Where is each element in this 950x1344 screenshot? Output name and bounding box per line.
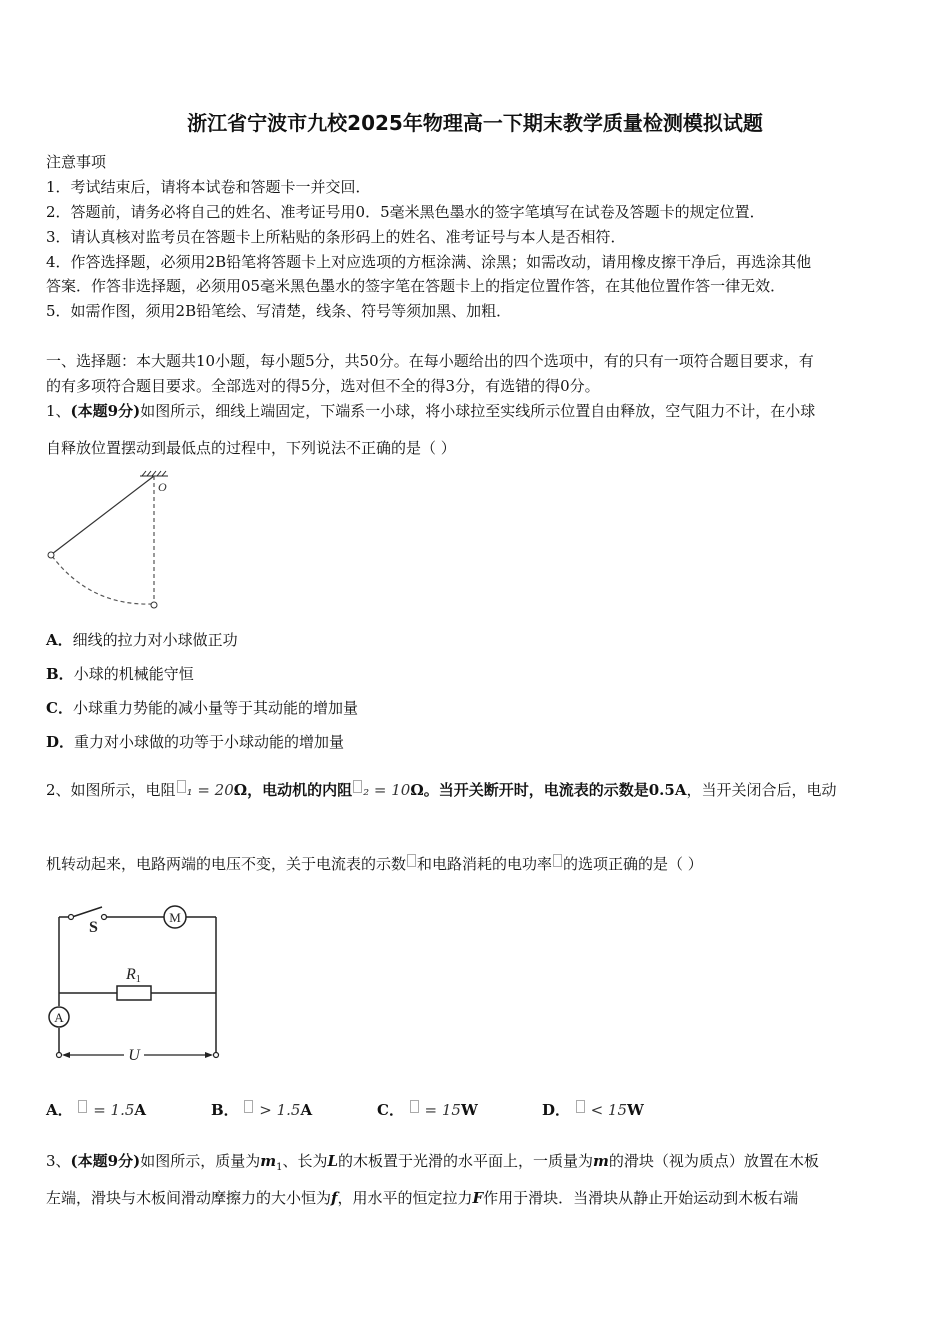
- q2-option-b: B． > 1.5A: [211, 1101, 313, 1119]
- q2-line1: 2、如图所示，电阻 ₁ = 20Ω，电动机的内阻 ₂ = 10Ω。当开关断开时，电流表的示数是0.5A，当开关闭合后，电动: [46, 781, 837, 799]
- placeholder-glyph: [553, 854, 562, 867]
- placeholder-glyph: [410, 1100, 419, 1113]
- q1-line2: 自释放位置摆动到最低点的过程中，下列说法不正确的是（ ）: [46, 439, 456, 457]
- q1-number: 1、: [46, 402, 71, 420]
- notice-item: 1．考试结束后，请将本试卷和答题卡一并交回．: [46, 178, 371, 196]
- q1-option-a: A．细线的拉力对小球做正功: [46, 631, 238, 649]
- swing-arc: [52, 556, 152, 604]
- notice-item: 4．作答选择题，必须用2B铅笔将答题卡上对应选项的方框涂满、涂黑；如需改动，请用橡皮擦干净后，再选涂其他: [46, 253, 812, 271]
- placeholder-glyph: [244, 1100, 253, 1113]
- section-line: 的有多项符合题目要求。全部选对的得5分，选对但不全的得3分，有选错的得0分。: [46, 377, 600, 395]
- switch-blade: [72, 907, 102, 917]
- voltage-label: U: [128, 1047, 140, 1064]
- ceiling-hatch: [140, 471, 168, 476]
- q1-option-d: D．重力对小球做的功等于小球动能的增加量: [46, 733, 345, 751]
- arrow-left: [62, 1052, 70, 1058]
- resistor-symbol: [117, 986, 151, 1000]
- q2-option-a: A． = 1.5A: [46, 1101, 147, 1119]
- page-title: 浙江省宁波市九校2025年物理高一下期末教学质量检测模拟试题: [187, 111, 763, 135]
- q3-line1: 3、(本题9分)如图所示，质量为$m_1$、长为L的木板置于光滑的水平面上，一质量为m的滑块（视为质点）放置在木板: [46, 1152, 819, 1173]
- placeholder-glyph: [576, 1100, 585, 1113]
- resistor-label: R1: [126, 966, 141, 985]
- circuit-figure: [44, 900, 229, 1075]
- q1-line1: [46, 401, 815, 421]
- notice-item: 3．请认真核对监考员在答题卡上所粘贴的条形码上的姓名、准考证号与本人是否相符．: [46, 228, 626, 246]
- q3-line2: 左端，滑块与木板间滑动摩擦力的大小恒为f，用水平的恒定拉力F作用于滑块．当滑块从静止开始运动到木板右端: [46, 1189, 799, 1207]
- q2-line2: 机转动起来，电路两端的电压不变，关于电流表的示数 和电路消耗的电功率 的选项正确的是（ ）: [46, 855, 703, 873]
- notice-item: 5．如需作图，须用2B铅笔绘、写清楚，线条、符号等须加黑、加粗．: [46, 302, 512, 320]
- placeholder-glyph: [78, 1100, 87, 1113]
- pendulum-figure: [40, 468, 190, 618]
- q2-option-d: D． < 15W: [542, 1101, 644, 1119]
- arrow-right: [205, 1052, 213, 1058]
- section-line: 一、选择题：本大题共10小题，每小题5分，共50分。在每小题给出的四个选项中，有的只有一项符合题目要求，有: [46, 352, 814, 370]
- q1-option-c: C．小球重力势能的减小量等于其动能的增加量: [46, 699, 358, 717]
- q1-score: (本题9分): [70, 402, 141, 420]
- notice-item: 2．答题前，请务必将自己的姓名、准考证号用0．5毫米黑色墨水的签字笔填写在试卷及答题卡的规定位置．: [46, 203, 765, 221]
- notice-item: 答案．作答非选择题，必须用05毫米黑色墨水的签字笔在答题卡上的指定位置作答，在其他位置作答一律无效．: [46, 277, 786, 295]
- switch-label: S: [89, 919, 98, 936]
- q1-text: 如图所示，细线上端固定，下端系一小球，将小球拉至实线所示位置自由释放，空气阻力不计，在小球: [140, 402, 816, 420]
- string-line: [52, 476, 154, 554]
- q2-option-c: C． = 15W: [377, 1101, 478, 1119]
- placeholder-glyph: [407, 854, 416, 867]
- ball-start: [48, 552, 54, 558]
- motor-label: M: [169, 910, 181, 925]
- pivot-label: O: [158, 480, 167, 494]
- ball-bottom: [151, 602, 157, 608]
- q1-option-b: B．小球的机械能守恒: [46, 665, 194, 683]
- placeholder-glyph: [353, 780, 362, 793]
- placeholder-glyph: [177, 780, 186, 793]
- ammeter-label: A: [54, 1010, 64, 1025]
- notice-heading: 注意事项: [46, 153, 107, 171]
